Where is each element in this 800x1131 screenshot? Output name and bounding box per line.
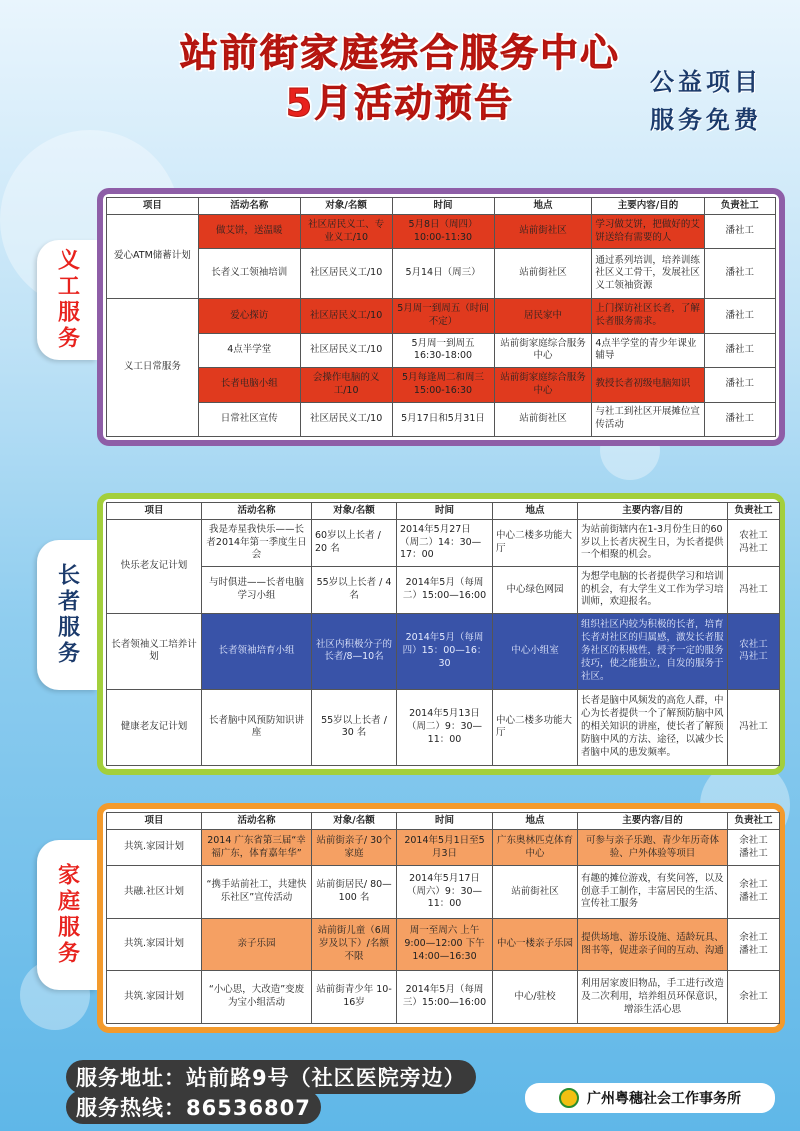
content-cell: 有趣的摊位游戏，有奖问答，以及创意手工制作，丰富居民的生活、宣传社工服务 [578,866,728,919]
target-cell: 社区居民义工/10 [300,249,392,299]
place-cell: 站前街家庭综合服务中心 [494,368,592,402]
target-cell: 社区居民义工/10 [300,299,392,333]
content-cell: 通过系列培训，培养训练社区义工骨干，发展社区义工领袖资源 [592,249,704,299]
column-header: 地点 [493,503,578,520]
table-header-row [107,813,780,830]
project-cell: 共筑.家园计划 [107,830,202,866]
place-cell: 站前街家庭综合服务中心 [494,333,592,367]
organization-logo-icon [559,1088,579,1108]
family-panel [97,803,785,1033]
project-cell: 健康老友记计划 [107,689,202,765]
column-header: 对象/名额 [312,503,397,520]
project-cell: 共筑.家园计划 [107,918,202,971]
column-header: 项目 [107,198,199,215]
content-cell: 学习做艾饼，把做好的艾饼送给有需要的人 [592,215,704,249]
worker-cell: 潘社工 [704,299,775,333]
column-header: 地点 [493,813,578,830]
place-cell: 中心二楼多功能大厅 [493,520,578,567]
project-cell: 共融.社区计划 [107,866,202,919]
worker-cell: 潘社工 [704,333,775,367]
volunteer-table [106,197,776,437]
place-cell: 站前街社区 [494,249,592,299]
content-cell: 长者是脑中风频发的高危人群，中心为长者提供一个了解预防脑中风的相关知识的讲座，使长者了解预防脑中风的方法、途径，以减少长者脑中风的患发频率。 [578,689,728,765]
elderly-table [106,502,780,766]
activity-cell: 长者脑中风预防知识讲座 [202,689,312,765]
place-cell: 中心绿色网园 [493,566,578,613]
column-header: 时间 [397,813,493,830]
worker-cell: 冯社工 [728,689,780,765]
table-row [107,830,780,866]
worker-cell: 余社工 潘社工 [728,866,780,919]
place-cell: 中心/驻校 [493,971,578,1024]
worker-cell: 农社工 冯社工 [728,613,780,689]
time-cell: 2014年5月27日（周二）14：30—17：00 [397,520,493,567]
elderly-panel [97,493,785,775]
content-cell: 提供场地、游乐设施、适龄玩具、图书等，促进亲子间的互动、沟通 [578,918,728,971]
worker-cell: 余社工 潘社工 [728,830,780,866]
column-header: 主要内容/目的 [578,503,728,520]
section-tag-elderly: 长者服务 [37,540,97,690]
service-address: 服务地址：站前路9号（社区医院旁边） [66,1060,476,1094]
content-cell: 为站前街辖内在1-3月份生日的60岁以上长者庆祝生日，为长者提供一个相聚的机会。 [578,520,728,567]
target-cell: 站前街青少年 10-16岁 [312,971,397,1024]
table-row [107,402,776,436]
table-row [107,918,780,971]
activity-cell: “携手站前社工，共建快乐社区”宣传活动 [202,866,312,919]
time-cell: 5月周一到周五（时间不定） [392,299,494,333]
time-cell: 2014年5月（每周二）15:00—16:00 [397,566,493,613]
time-cell: 周一至周六 上午9:00—12:00 下午14:00—16:30 [397,918,493,971]
time-cell: 2014年5月（每周四）15：00—16：30 [397,613,493,689]
place-cell: 中心二楼多功能大厅 [493,689,578,765]
activity-cell: 我是寿星我快乐——长者2014年第一季度生日会 [202,520,312,567]
time-cell: 5月周一到周五 16:30-18:00 [392,333,494,367]
project-cell: 共筑.家园计划 [107,971,202,1024]
content-cell: 利用居家废旧物品，手工进行改造及二次利用，培养组员环保意识，增添生活心思 [578,971,728,1024]
target-cell: 55岁以上长者 / 30 名 [312,689,397,765]
column-header: 对象/名额 [300,198,392,215]
worker-cell: 冯社工 [728,566,780,613]
target-cell: 会操作电脑的义工/10 [300,368,392,402]
time-cell: 2014年5月17日（周六）9：30—11：00 [397,866,493,919]
content-cell: 4点半学堂的青少年课业辅导 [592,333,704,367]
table-row [107,368,776,402]
column-header: 主要内容/目的 [592,198,704,215]
page-title: 站前街家庭综合服务中心 [179,31,620,75]
target-cell: 站前街亲子/ 30个家庭 [312,830,397,866]
place-cell: 中心小组室 [493,613,578,689]
table-row [107,566,780,613]
place-cell: 中心一楼亲子乐园 [493,918,578,971]
time-cell: 2014年5月1日至5月3日 [397,830,493,866]
column-header: 活动名称 [202,813,312,830]
column-header: 时间 [392,198,494,215]
organization-name: 广州粤穗社会工作事务所 [587,1091,741,1107]
column-header: 主要内容/目的 [578,813,728,830]
table-header-row [107,503,780,520]
page-subtitle: 5月活动预告 [285,81,515,125]
worker-cell: 余社工 [728,971,780,1024]
activity-cell: 2014 广东省第三届“幸福广东，体育嘉年华” [202,830,312,866]
worker-cell: 潘社工 [704,249,775,299]
table-header-row [107,198,776,215]
target-cell: 社区居民义工、专业义工/10 [300,215,392,249]
time-cell: 2014年5月（每周三）15:00—16:00 [397,971,493,1024]
worker-cell: 潘社工 [704,402,775,436]
slogan-line-1: 公益项目 [650,68,762,96]
column-header: 地点 [494,198,592,215]
activity-cell: “小心思，大改造”变废为宝小组活动 [202,971,312,1024]
target-cell: 社区内积极分子的长者/8—10名 [312,613,397,689]
place-cell: 站前街社区 [494,215,592,249]
column-header: 活动名称 [202,503,312,520]
content-cell: 教授长者初级电脑知识 [592,368,704,402]
target-cell: 60岁以上长者 / 20 名 [312,520,397,567]
place-cell: 居民家中 [494,299,592,333]
activity-cell: 长者义工领袖培训 [198,249,300,299]
content-cell: 与社工到社区开展摊位宣传活动 [592,402,704,436]
section-tag-volunteer: 义工服务 [37,240,97,360]
project-cell: 长者领袖义工培养计划 [107,613,202,689]
table-row [107,299,776,333]
organization-badge [525,1083,775,1113]
target-cell: 社区居民义工/10 [300,402,392,436]
column-header: 负责社工 [704,198,775,215]
slogan-line-2: 服务免费 [650,106,762,134]
column-header: 时间 [397,503,493,520]
place-cell: 站前街社区 [493,866,578,919]
activity-cell: 4点半学堂 [198,333,300,367]
column-header: 活动名称 [198,198,300,215]
target-cell: 社区居民义工/10 [300,333,392,367]
column-header: 项目 [107,813,202,830]
activity-cell: 亲子乐园 [202,918,312,971]
project-cell: 义工日常服务 [107,299,199,437]
table-row [107,249,776,299]
time-cell: 5月每逢周二和周三 15:00-16:30 [392,368,494,402]
volunteer-panel [97,188,785,446]
table-row [107,866,780,919]
target-cell: 站前街儿童（6周岁及以下）/名额不限 [312,918,397,971]
target-cell: 55岁以上长者 / 4 名 [312,566,397,613]
content-cell: 组织社区内较为积极的长者，培育长者对社区的归属感，激发长者服务社区的积极性，授予一定的服务技巧，使之能独立，自发的服务于社区。 [578,613,728,689]
column-header: 负责社工 [728,503,780,520]
content-cell: 可参与亲子乐跑、青少年历奇体验、户外体验等项目 [578,830,728,866]
table-row [107,520,780,567]
column-header: 负责社工 [728,813,780,830]
content-cell: 上门探访社区长者，了解长者服务需求。 [592,299,704,333]
table-row [107,613,780,689]
time-cell: 2014年5月13日（周二）9：30—11：00 [397,689,493,765]
table-row [107,333,776,367]
worker-cell: 余社工 潘社工 [728,918,780,971]
table-row [107,215,776,249]
activity-cell: 爱心探访 [198,299,300,333]
time-cell: 5月8日（周四）10:00-11:30 [392,215,494,249]
activity-cell: 长者电脑小组 [198,368,300,402]
activity-cell: 长者领袖培育小组 [202,613,312,689]
section-tag-family: 家庭服务 [37,840,97,990]
activity-cell: 与时俱进——长者电脑学习小组 [202,566,312,613]
project-cell: 爱心ATM储蓄计划 [107,215,199,299]
time-cell: 5月14日（周三） [392,249,494,299]
service-hotline: 服务热线：86536807 [66,1090,321,1124]
family-table [106,812,780,1024]
activity-cell: 日常社区宣传 [198,402,300,436]
column-header: 对象/名额 [312,813,397,830]
place-cell: 广东奥林匹克体育中心 [493,830,578,866]
target-cell: 站前街居民/ 80—100 名 [312,866,397,919]
time-cell: 5月17日和5月31日 [392,402,494,436]
content-cell: 为想学电脑的长者提供学习和培训的机会，有大学生义工作为学习培训师，欢迎报名。 [578,566,728,613]
table-row [107,971,780,1024]
table-row [107,689,780,765]
worker-cell: 潘社工 [704,368,775,402]
worker-cell: 农社工 冯社工 [728,520,780,567]
place-cell: 站前街社区 [494,402,592,436]
worker-cell: 潘社工 [704,215,775,249]
project-cell: 快乐老友记计划 [107,520,202,614]
activity-cell: 做艾饼，送温暖 [198,215,300,249]
column-header: 项目 [107,503,202,520]
